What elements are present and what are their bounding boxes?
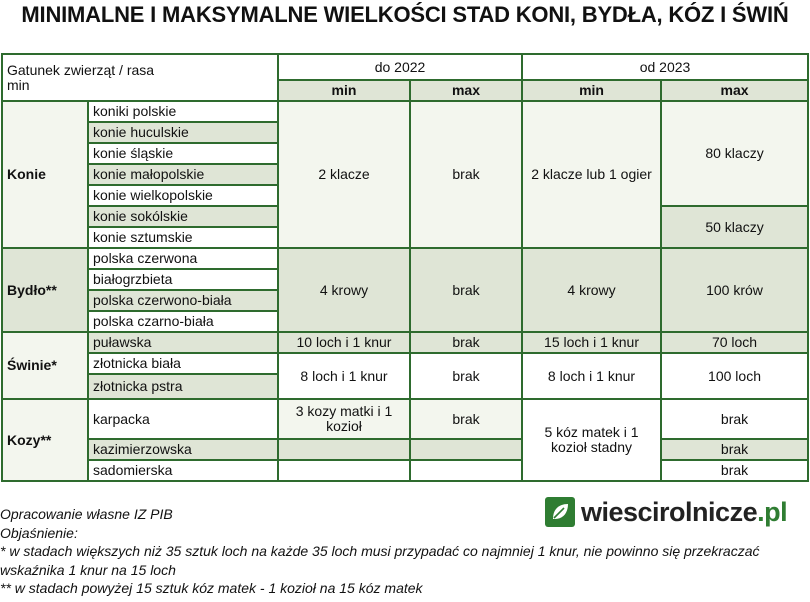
kozy-min-2023: 5 kóz matek i 1 kozioł stadny xyxy=(522,399,661,481)
group-konie: Konie xyxy=(2,101,88,248)
breed-cell: konie sokólskie xyxy=(88,206,278,227)
header-max-2022: max xyxy=(410,80,522,101)
breed-cell: złotnicka pstra xyxy=(88,374,278,399)
group-kozy: Kozy** xyxy=(2,399,88,481)
kozy-max-2023-sadomierska: brak xyxy=(661,460,808,481)
bydlo-max-2022: brak xyxy=(410,248,522,332)
empty-cell xyxy=(410,439,522,460)
logo-name: wiescirolnicze xyxy=(581,496,758,527)
breed-cell: karpacka xyxy=(88,399,278,439)
swinie-r2-min-2022: 8 loch i 1 knur xyxy=(278,353,410,399)
breed-cell: koniki polskie xyxy=(88,101,278,122)
bydlo-min-2022: 4 krowy xyxy=(278,248,410,332)
kozy-max-2023-karpacka: brak xyxy=(661,399,808,439)
swinie-r1-max-2022: brak xyxy=(410,332,522,353)
breed-cell: puławska xyxy=(88,332,278,353)
konie-min-2022: 2 klacze xyxy=(278,101,410,248)
breed-cell: kazimierzowska xyxy=(88,439,278,460)
kozy-min-2022: 3 kozy matki i 1 kozioł xyxy=(278,399,410,439)
note-pigs: * w stadach większych niż 35 sztuk loch na każde 35 loch musi przypadać co najmniej 1 knur, nie powinno się przekraczać xyxy=(0,543,760,559)
breed-cell: polska czarno-biała xyxy=(88,311,278,332)
note-goats: ** w stadach powyżej 15 sztuk kóz matek - 1 kozioł na 15 kóz matek xyxy=(0,580,423,596)
bydlo-min-2023: 4 krowy xyxy=(522,248,661,332)
breed-cell: polska czerwono-biała xyxy=(88,290,278,311)
swinie-r2-max-2022: brak xyxy=(410,353,522,399)
note-pigs-cont: wskaźnika 1 knur na 15 loch xyxy=(0,561,176,578)
swinie-r1-min-2023: 15 loch i 1 knur xyxy=(522,332,661,353)
empty-cell xyxy=(278,439,410,460)
group-swinie: Świnie* xyxy=(2,332,88,399)
breed-cell: konie huculskie xyxy=(88,122,278,143)
breed-cell: sadomierska xyxy=(88,460,278,481)
breed-cell: konie wielkopolskie xyxy=(88,185,278,206)
footnotes xyxy=(0,505,760,598)
breed-cell: konie sztumskie xyxy=(88,227,278,248)
empty-cell xyxy=(410,460,522,481)
header-period-2022: do 2022 xyxy=(278,54,522,80)
swinie-r1-min-2022: 10 loch i 1 knur xyxy=(278,332,410,353)
empty-cell xyxy=(278,460,410,481)
header-max-2023: max xyxy=(661,80,808,101)
kozy-max-2023-kazimierzowska: brak xyxy=(661,439,808,460)
breed-cell: polska czerwona xyxy=(88,248,278,269)
page-title: MINIMALNE I MAKSYMALNE WIELKOŚCI STAD KONI, BYDŁA, KÓZ I ŚWIŃ xyxy=(21,2,789,27)
breed-cell: konie małopolskie xyxy=(88,164,278,185)
breed-cell: złotnicka biała xyxy=(88,353,278,374)
herd-size-table xyxy=(1,53,809,482)
header-min-2023: min xyxy=(522,80,661,101)
kozy-max-2022: brak xyxy=(410,399,522,439)
header-min-2022: min xyxy=(278,80,410,101)
bydlo-max-2023: 100 krów xyxy=(661,248,808,332)
konie-max-2023-b: 50 klaczy xyxy=(661,206,808,248)
group-bydlo: Bydło** xyxy=(2,248,88,332)
logo-tld: .pl xyxy=(757,496,788,527)
note-source: Opracowanie własne IZ PIB xyxy=(0,506,173,522)
header-species xyxy=(2,54,278,101)
swinie-r1-max-2023: 70 loch xyxy=(661,332,808,353)
header-species-label: Gatunek zwierząt / rasa xyxy=(7,61,155,78)
header-period-2023: od 2023 xyxy=(522,54,808,80)
konie-max-2022: brak xyxy=(410,101,522,248)
konie-min-2023: 2 klacze lub 1 ogier xyxy=(522,101,661,248)
swinie-r2-min-2023: 8 loch i 1 knur xyxy=(522,353,661,399)
header-species-sublabel: min xyxy=(7,76,30,93)
note-heading: Objaśnienie: xyxy=(0,524,78,541)
breed-cell: białogrzbieta xyxy=(88,269,278,290)
konie-max-2023-a: 80 klaczy xyxy=(661,101,808,206)
breed-cell: konie śląskie xyxy=(88,143,278,164)
swinie-r2-max-2023: 100 loch xyxy=(661,353,808,399)
